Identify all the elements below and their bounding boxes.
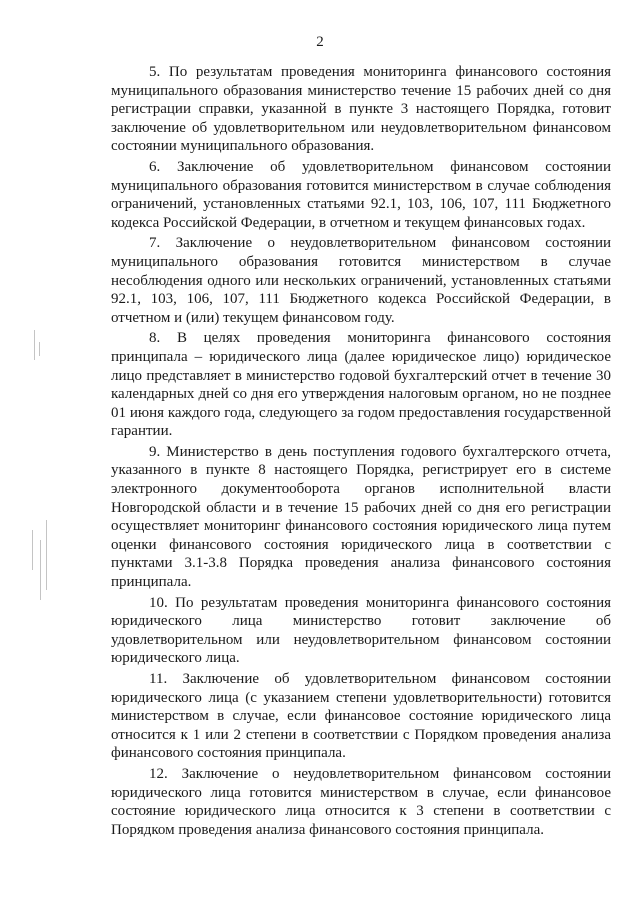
paragraph-11: 11. Заключение об удовлетворительном финансовом состоянии юридического лица (с указанием степени удовлетворительности) готовится министерством в случае, если финансовое состояние юридического лица относится к 1 или 2 степени в соответствии с Порядком проведения анализа финансового состояния принципала. — [111, 671, 611, 762]
scan-margin-marks — [30, 330, 60, 630]
paragraph-12: 12. Заключение о неудовлетворительном финансовом состоянии юридического лица готовится министерством в случае, если финансовое состояние юридического лица относится к 3 степени в соответствии с Порядком проведения анализа финансового состояния принципала. — [111, 765, 611, 838]
paragraph-10: 10. По результатам проведения мониторинга финансового состояния юридического лица министерство готовит заключение об удовлетворительном или неудовлетворительном финансовом состоянии юридического лица. — [111, 594, 611, 667]
document-body — [111, 63, 611, 841]
paragraph-9: 9. Министерство в день поступления годового бухгалтерского отчета, указанного в пункте 8 настоящего Порядка, регистрирует его в системе электронного документооборота органов исполнительной власти Новгородской области и в течение 15 рабочих дней со дня его регистрации осуществляет мониторинг финансового состояния юридического лица путем оценки финансового состояния юридического лица в соответствии с пунктами 3.1-3.8 Порядка проведения анализа финансового состояния принципала. — [111, 443, 611, 591]
paragraph-6: 6. Заключение об удовлетворительном финансовом состоянии муниципального образования готовится министерством в случае соблюдения ограничений, установленных статьями 92.1, 103, 106, 107, 111 Бюджетного кодекса Российской Федерации, в отчетном и текущем финансовых годах. — [111, 158, 611, 231]
paragraph-5: 5. По результатам проведения мониторинга финансового состояния муниципального образования министерство течение 15 рабочих дней со дня регистрации справки, указанной в пункте 3 настоящего Порядка, готовит заключение об удовлетворительном или неудовлетворительном финансовом состоянии муниципального образования. — [111, 64, 611, 155]
paragraph-7: 7. Заключение о неудовлетворительном финансовом состоянии муниципального образования готовится министерством в случае несоблюдения одного или нескольких ограничений, установленных статьями 92.1, 103, 106, 107, 111 Бюджетного кодекса Российской Федерации, в отчетном и (или) текущем финансовом году. — [111, 235, 611, 326]
page-number: 2 — [316, 34, 324, 50]
paragraph-8: 8. В целях проведения мониторинга финансового состояния принципала – юридического лица (далее юридическое лицо) юридическое лицо представляет в министерство годовой бухгалтерский отчет в течение 30 календарных дней со дня его утверждения налоговым органом, но не позднее 01 июня каждого года, следующего за годом предоставления государственной гарантии. — [111, 330, 611, 440]
